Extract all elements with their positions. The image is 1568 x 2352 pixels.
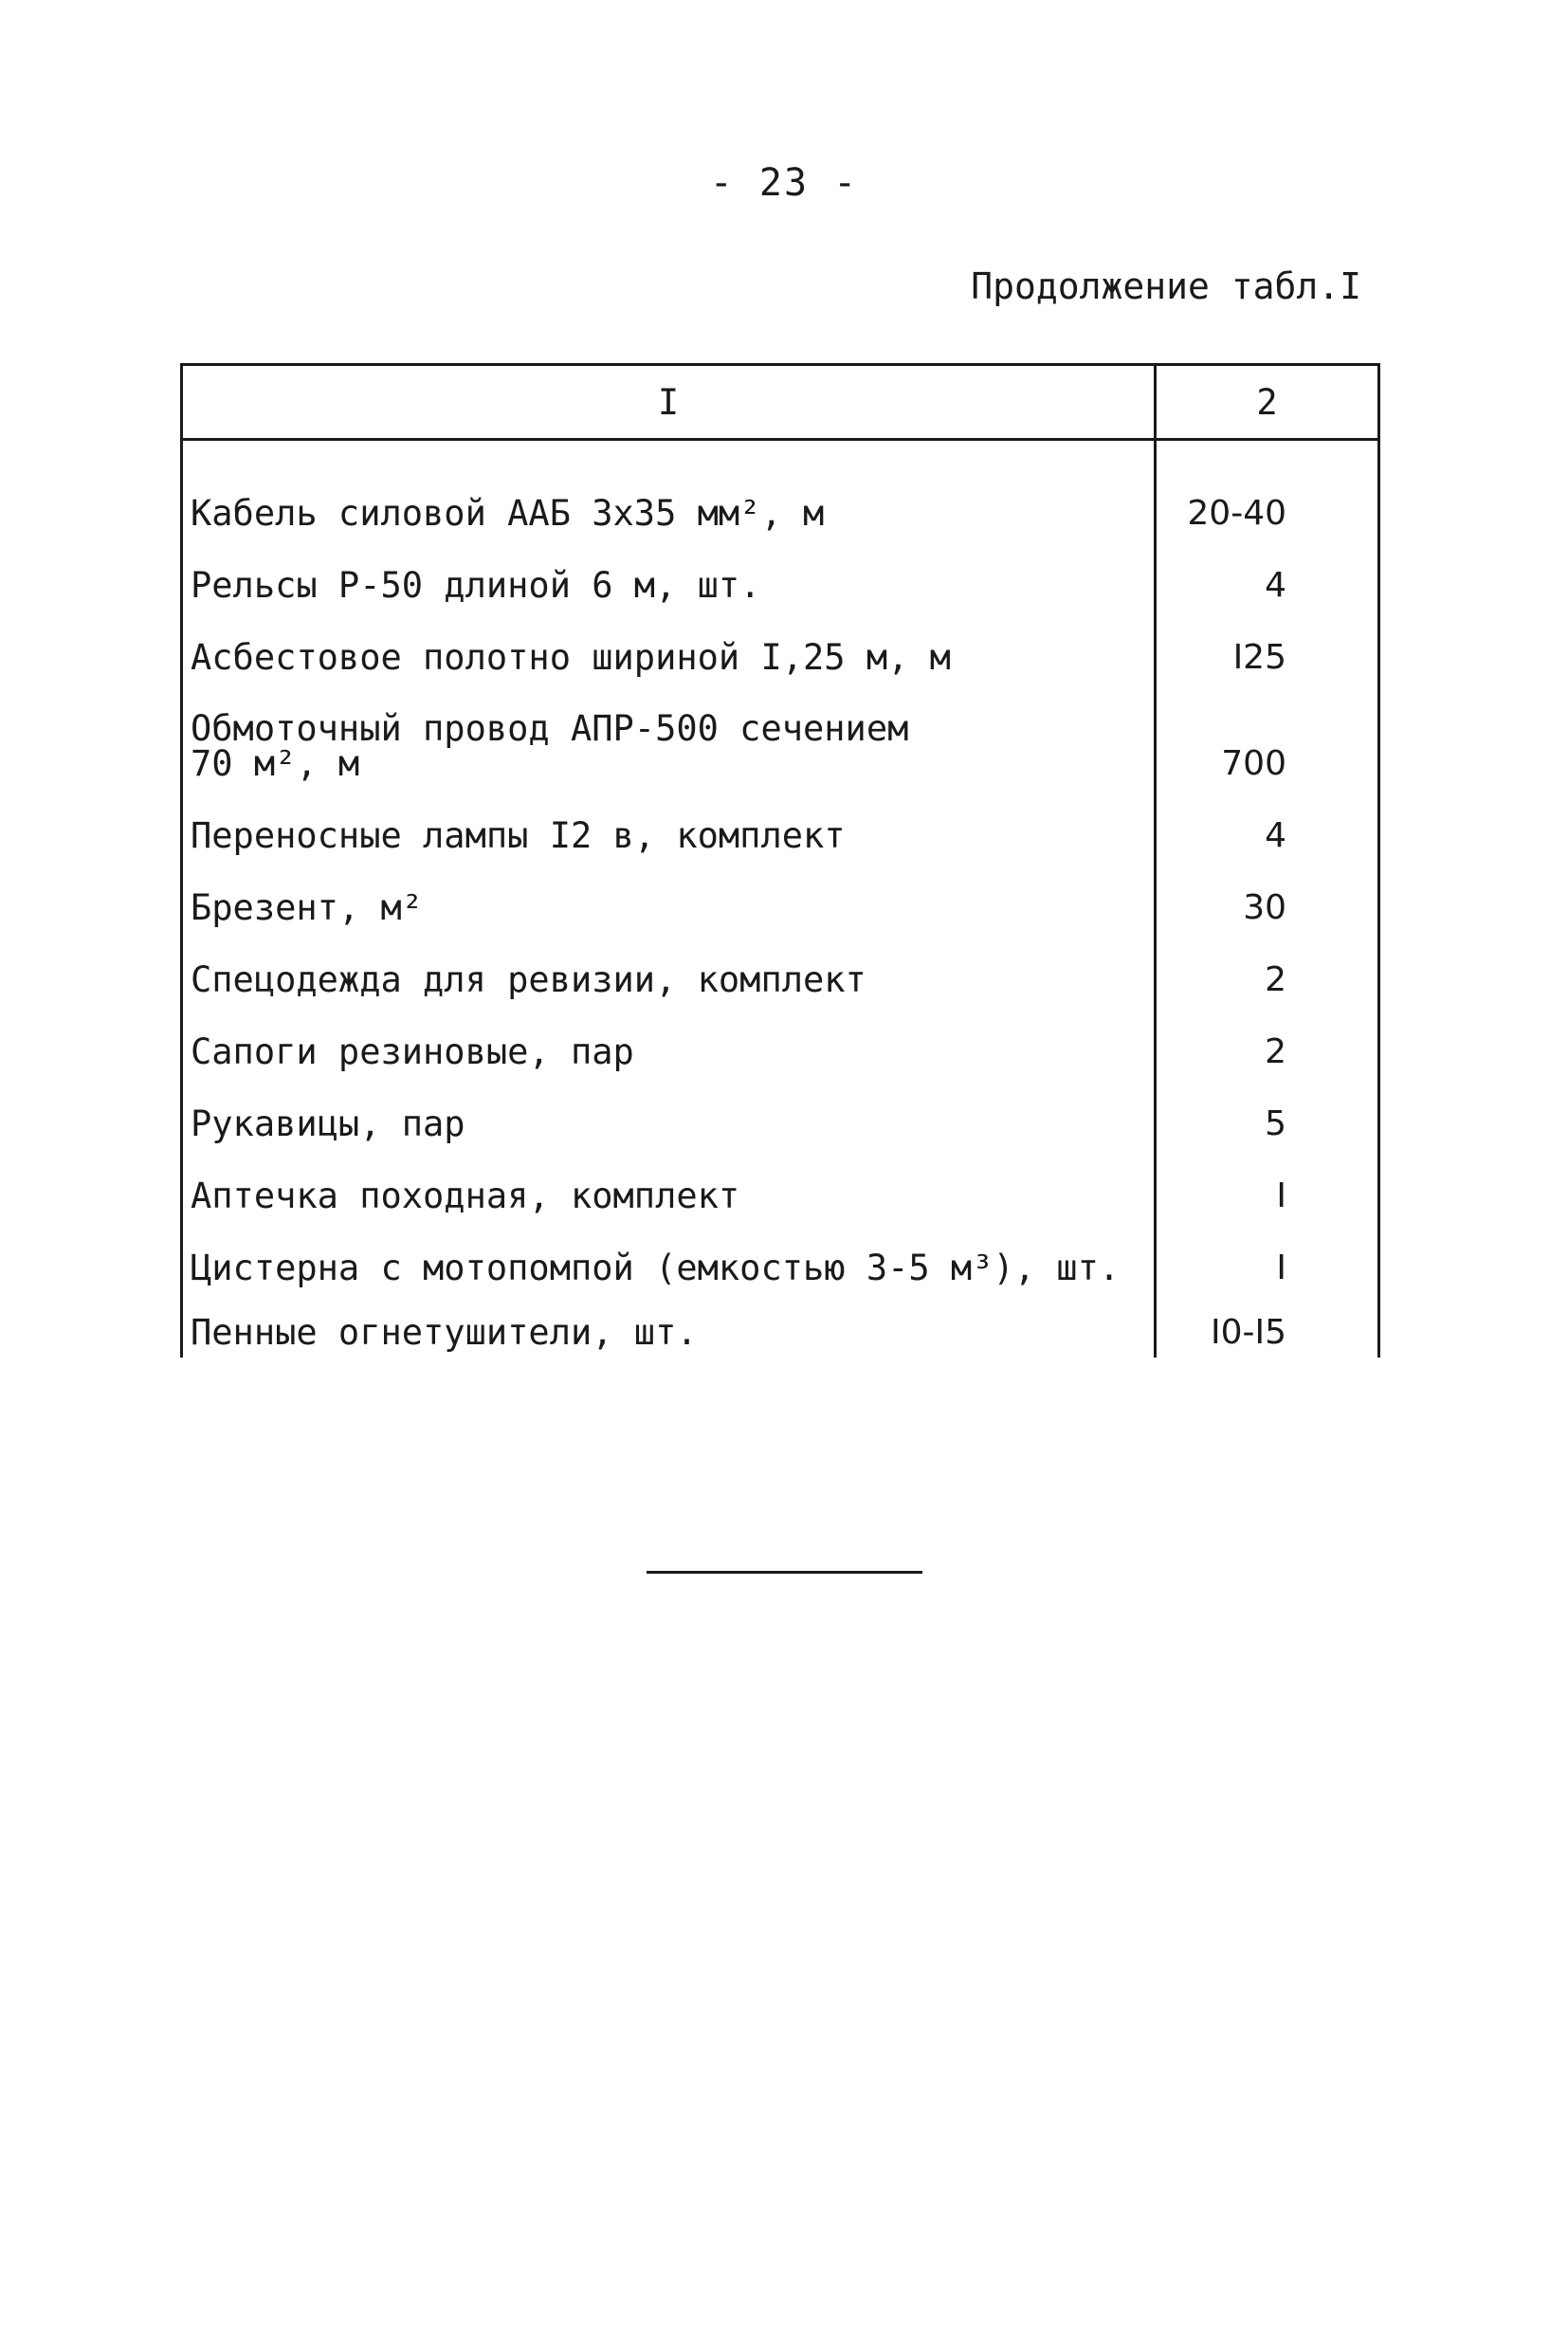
table-header-row bbox=[182, 365, 1379, 440]
table-row bbox=[182, 603, 1379, 675]
item-quantity: I0-I5 bbox=[1156, 1285, 1379, 1358]
item-quantity: 5 bbox=[1156, 1069, 1379, 1141]
table-row bbox=[182, 997, 1379, 1069]
item-quantity: 4 bbox=[1156, 531, 1379, 603]
table-row bbox=[182, 1213, 1379, 1285]
table-row bbox=[182, 1141, 1379, 1213]
item-name: Спецодежда для ревизии, комплект bbox=[182, 925, 1156, 997]
item-name: Рукавицы, пар bbox=[182, 1069, 1156, 1141]
table-row bbox=[182, 675, 1379, 781]
item-name: Асбестовое полотно шириной I,25 м, м bbox=[182, 603, 1156, 675]
table-row bbox=[182, 781, 1379, 853]
item-name: Сапоги резиновые, пар bbox=[182, 997, 1156, 1069]
item-quantity: 30 bbox=[1156, 853, 1379, 925]
table-row bbox=[182, 1285, 1379, 1358]
table-caption: Продолжение табл.I bbox=[971, 265, 1361, 307]
item-quantity: 2 bbox=[1156, 925, 1379, 997]
item-quantity: I bbox=[1156, 1213, 1379, 1285]
item-name: Брезент, м² bbox=[182, 853, 1156, 925]
item-name: Аптечка походная, комплект bbox=[182, 1141, 1156, 1213]
table-row bbox=[182, 531, 1379, 603]
column-header-1: I bbox=[182, 365, 1156, 440]
column-header-2: 2 bbox=[1156, 365, 1379, 440]
item-quantity: 4 bbox=[1156, 781, 1379, 853]
item-name: Пенные огнетушители, шт. bbox=[182, 1285, 1156, 1358]
item-quantity: I bbox=[1156, 1141, 1379, 1213]
item-quantity: 700 bbox=[1156, 675, 1379, 781]
table-row bbox=[182, 925, 1379, 997]
item-quantity: 2 bbox=[1156, 997, 1379, 1069]
table-row bbox=[182, 853, 1379, 925]
item-quantity: I25 bbox=[1156, 603, 1379, 675]
item-name: Обмоточный провод АПР-500 сечением 70 м², м bbox=[182, 675, 1156, 781]
end-rule bbox=[647, 1571, 922, 1574]
equipment-table bbox=[180, 363, 1380, 1358]
item-name: Переносные лампы I2 в, комплект bbox=[182, 781, 1156, 853]
table-row bbox=[182, 440, 1379, 531]
table-row bbox=[182, 1069, 1379, 1141]
item-name: Кабель силовой ААБ 3x35 мм², м bbox=[182, 440, 1156, 531]
item-name: Цистерна с мотопомпой (емкостью 3-5 м³), шт. bbox=[182, 1213, 1156, 1285]
item-name: Рельсы Р-50 длиной 6 м, шт. bbox=[182, 531, 1156, 603]
item-quantity: 20-40 bbox=[1156, 440, 1379, 531]
page-number: - 23 - bbox=[709, 161, 859, 205]
